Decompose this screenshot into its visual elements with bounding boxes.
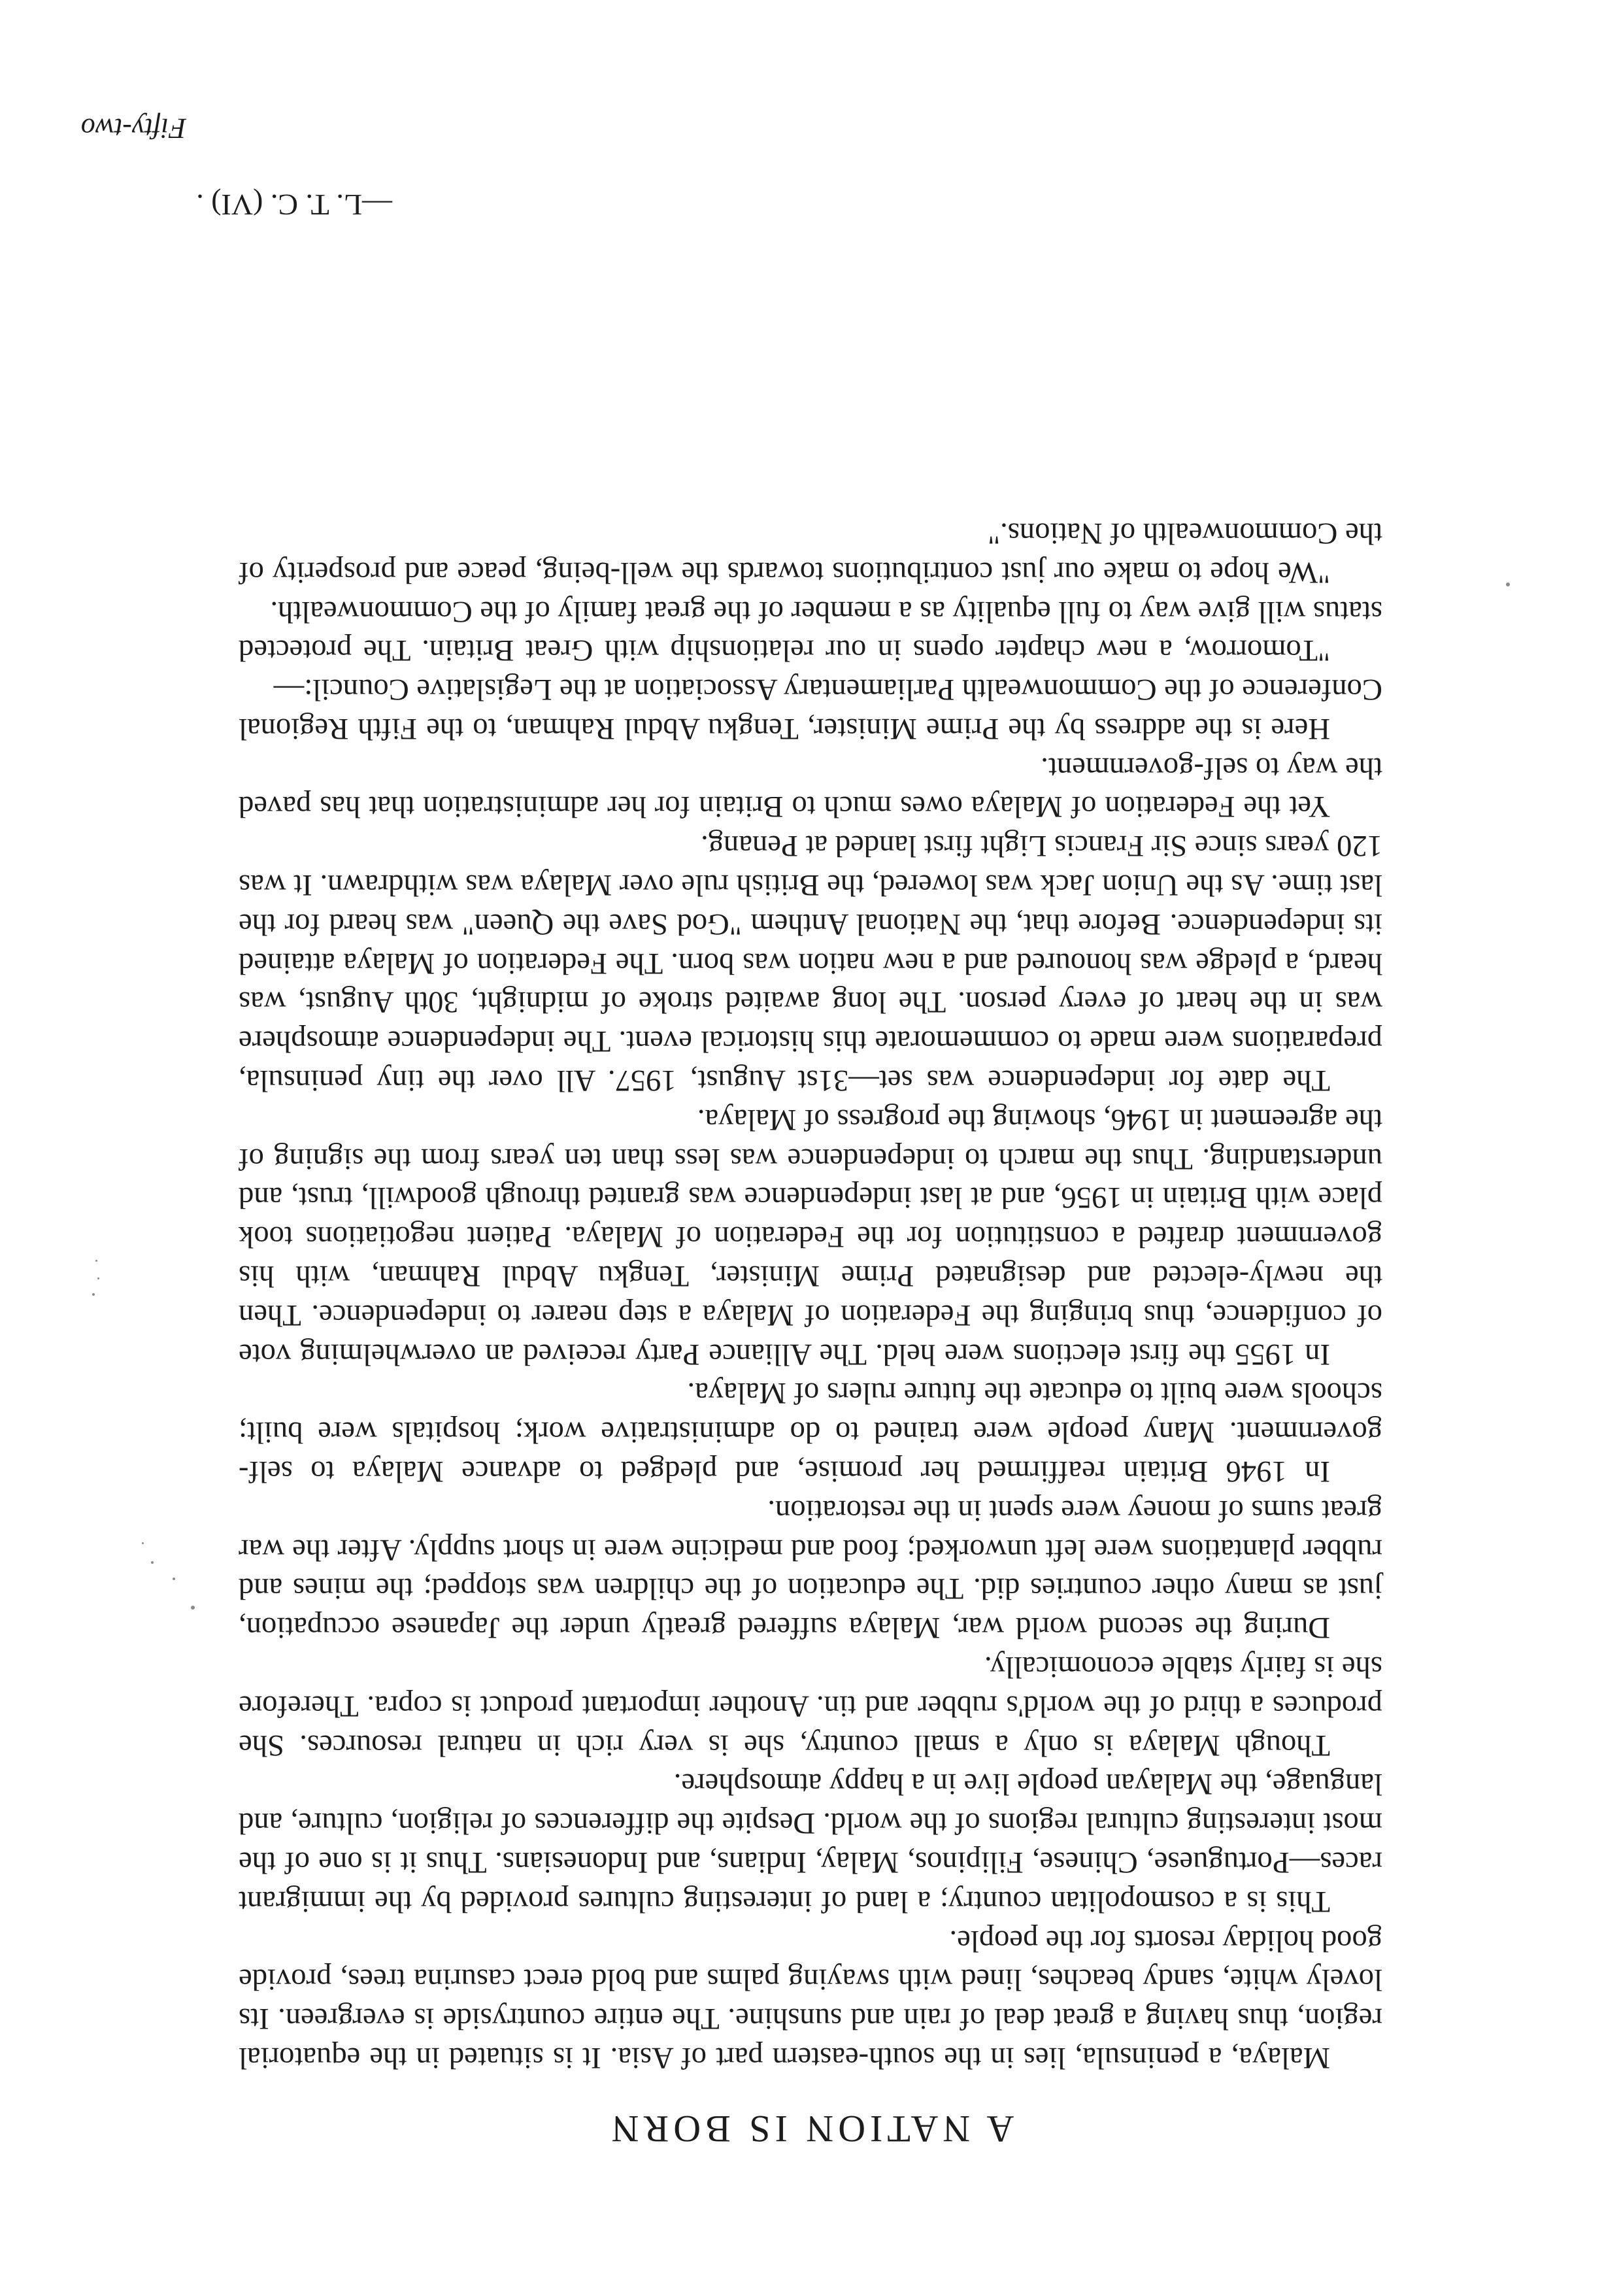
page-number: Fifty-two	[80, 112, 186, 144]
paragraph-independence: The date for independence was set—31st August, 1957. All over the tiny peninsula, preparations were made to commemorate this historical event. The independence atmosphere was in the heart of every person. The long awaited stroke of midnight, 30th August, was heard, a pledge was honoured and a new nation was born. The Federation of Malaya attained its independence. Before that, the National Anthem "God Save the Queen" was heard for the last time. As the Union Jack was lowered, the British rule over Malaya was withdrawn. It was 120 years since Sir Francis Light first landed at Penang.	[239, 829, 1382, 1098]
scan-speck	[191, 1606, 195, 1610]
scan-speck	[142, 1542, 144, 1544]
scan-speck	[173, 1578, 175, 1580]
paragraph-1946: In 1946 Britain reaffirmed her promise, and pledged to advance Malaya to self-government. Many people were trained to do administrative work; hospitals were built; schools were built to educate the future rulers of Malaya.	[239, 1376, 1382, 1489]
author-signature: —L. T. C. (VI) .	[196, 188, 392, 222]
scan-speck	[97, 1277, 99, 1279]
paragraph-britain: Yet the Federation of Malaya owes much to Britain for her administration that has paved the way to self-government.	[239, 751, 1382, 824]
scan-speck	[95, 1260, 97, 1262]
page-title: A NATION IS BORN	[607, 2108, 1014, 2150]
article-body	[239, 513, 1382, 2077]
paragraph-resources: Though Malaya is only a small country, she is very rich in natural resources. She produces a third of the world's rubber and tin. Another important product is copra. Therefore she is fairly stable economically.	[239, 1650, 1382, 1763]
paragraph-address-intro: Here is the address by the Prime Minister, Tengku Abdul Rahman, to the Fifth Regional Conference of the Commonwealth Parliamentary Association at the Legislative Council:—	[239, 673, 1382, 746]
paragraph-cultures: This is a cosmopolitan country; a land of interesting cultures provided by the immigrant races—Portuguese, Chinese, Filipinos, Malay, Indians, and Indonesians. Thus it is one of the most interesting cultural regions of the world. Despite the differences of religion, culture, and language, the Malayan people live in a happy atmosphere.	[239, 1767, 1382, 1919]
paragraph-war: During the second world war, Malaya suffered greatly under the Japanese occupation, just as many other countries did. The education of the children was stopped; the mines and rubber plantations were left unworked; food and medicine were in short supply. After the war great sums of money were spent in the restoration.	[239, 1493, 1382, 1646]
scan-speck	[1506, 582, 1510, 586]
scan-speck	[92, 1293, 95, 1296]
quote-tomorrow: "Tomorrow, a new chapter opens in our relationship with Great Britain. The protected status will give way to full equality as a member of the great family of the Commonwealth.	[239, 594, 1382, 668]
paragraph-geography: Malaya, a peninsula, lies in the south-eastern part of Asia. It is situated in the equatorial region, thus having a great deal of rain and sunshine. The entire countryside is evergreen. Its lovely white, sandy beaches, lined with swaying palms and bold erect casurina trees, provide good holiday resorts for the people.	[239, 1923, 1382, 2075]
paragraph-1955: In 1955 the first elections were held. The Alliance Party received an overwhelming vote of confidence, thus bringing the Federation of Malaya a step nearer to independence. Then the newly-elected and designated Prime Minister, Tengku Abdul Rahman, with his government drafted a constitution for the Federation of Malaya. Patient negotiations took place with Britain in 1956, and at last independence was granted through goodwill, trust, and understanding. Thus the march to independence was less than ten years from the signing of the agreement in 1946, showing the progress of Malaya.	[239, 1102, 1382, 1372]
quote-hope: "We hope to make our just contributions towards the well-being, peace and prosperity of the Commonwealth of Nations."	[239, 516, 1382, 590]
scan-speck	[151, 1561, 154, 1564]
